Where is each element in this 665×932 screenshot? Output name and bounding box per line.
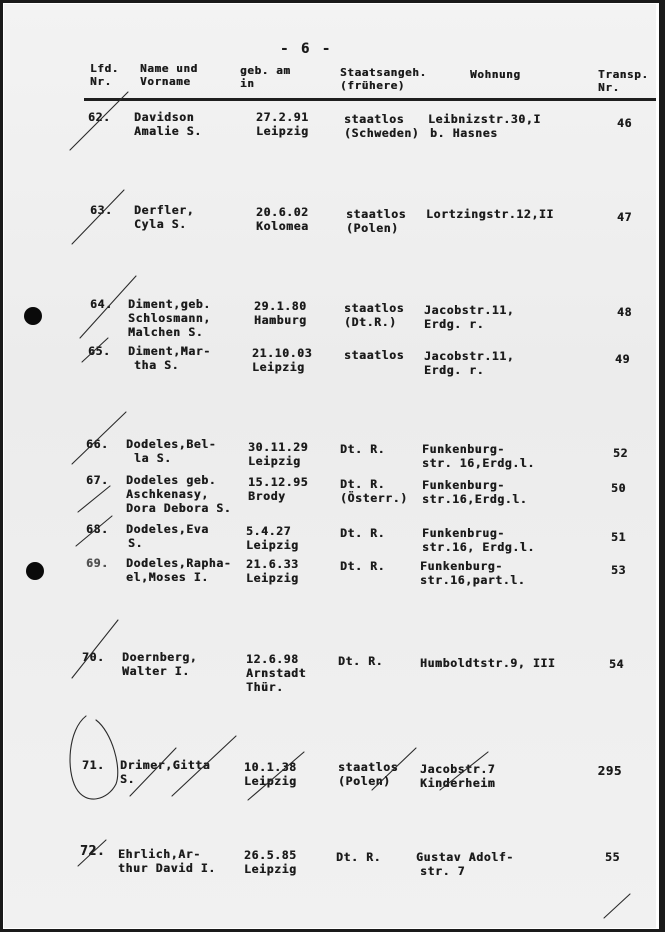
name-line: S. (128, 536, 144, 550)
citizenship-line: staatlos (338, 760, 399, 774)
entry-citizenship (338, 654, 383, 668)
header-born-line2: in (240, 77, 255, 90)
header-transport-line2: Nr. (598, 81, 620, 94)
address-line: Lortzingstr.12,II (426, 207, 554, 221)
born-line: 27.2.91 (256, 110, 309, 124)
header-nr (90, 62, 119, 88)
entry-transport: 48 (616, 305, 632, 319)
entry-born (254, 299, 307, 327)
entry-name (118, 847, 216, 875)
name-line: tha S. (134, 358, 180, 372)
name-line: Ehrlich,Ar- (118, 847, 201, 861)
entry-address (422, 478, 527, 506)
address-line: str. 16,Erdg.l. (422, 456, 535, 470)
entry-transport: 53 (610, 563, 626, 577)
entry-citizenship (344, 348, 404, 362)
entry-transport: 54 (608, 657, 624, 671)
address-line: Jacobstr.7 (420, 762, 496, 776)
address-line: Leibnizstr.30,I (428, 112, 541, 126)
born-line: Kolomea (256, 219, 309, 233)
entry-born (256, 110, 309, 138)
citizenship-line: Dt. R. (340, 559, 386, 573)
entry-address (428, 112, 541, 140)
name-line: Derfler, (134, 203, 195, 217)
born-line: Leipzig (248, 454, 301, 468)
header-citizenship (340, 66, 427, 92)
address-line: Funkenburg- (422, 478, 505, 492)
name-line: Dora Debora S. (126, 501, 232, 515)
entry-transport: 49 (614, 352, 630, 366)
born-line: 10.1.38 (244, 760, 297, 774)
header-name-line2: Vorname (140, 75, 191, 88)
entry-citizenship (336, 850, 381, 864)
born-line: Leipzig (244, 862, 297, 876)
entry-address (420, 559, 525, 587)
born-line: Arnstadt (246, 666, 307, 680)
entry-nr: 68. (86, 522, 109, 536)
entry-address (426, 207, 554, 221)
name-line: S. (120, 772, 136, 786)
entry-born (244, 848, 297, 876)
entry-address (422, 526, 535, 554)
name-line: la S. (134, 451, 172, 465)
entry-transport: 47 (616, 210, 632, 224)
entry-nr: 72. (80, 844, 106, 859)
entry-born (248, 440, 308, 468)
name-line: Malchen S. (128, 325, 204, 339)
citizenship-line: Dt. R. (340, 442, 386, 456)
born-line: Leipzig (252, 360, 305, 374)
entry-address (420, 656, 555, 670)
page-number: - 6 - (280, 41, 333, 57)
address-line: str. 7 (420, 864, 466, 878)
entry-born (246, 652, 306, 694)
name-line: Dodeles geb. (126, 473, 217, 487)
name-line: Diment,geb. (128, 297, 211, 311)
address-line: Erdg. r. (424, 363, 485, 377)
header-born (240, 64, 291, 90)
header-name (140, 62, 198, 88)
entry-nr: 66. (86, 437, 109, 451)
entry-address (416, 850, 514, 878)
entry-born (248, 475, 308, 503)
name-line: Dodeles,Bel- (126, 437, 217, 451)
entry-born (256, 205, 309, 233)
name-line: Walter I. (122, 664, 190, 678)
born-line: Thür. (246, 680, 284, 694)
entry-nr: 69. (86, 556, 109, 570)
entry-nr: 65. (88, 344, 111, 358)
name-line: Davidson (134, 110, 195, 124)
entry-nr: 63. (90, 203, 113, 217)
entry-name (122, 650, 197, 678)
entry-born (246, 557, 299, 585)
entry-transport: 46 (616, 116, 632, 130)
entry-transport: 55 (604, 850, 620, 864)
entry-name (126, 473, 231, 515)
entry-name (128, 297, 211, 339)
entry-address (420, 762, 495, 790)
entry-born (246, 524, 299, 552)
born-line: Leipzig (246, 571, 299, 585)
entry-nr: 64. (90, 297, 113, 311)
citizenship-line: Dt. R. (338, 654, 384, 668)
citizenship-line: Dt. R. (340, 526, 386, 540)
born-line: 29.1.80 (254, 299, 307, 313)
header-name-line1: Name und (140, 62, 198, 75)
citizenship-line: staatlos (344, 301, 405, 315)
entry-citizenship (338, 760, 398, 788)
born-line: Leipzig (256, 124, 309, 138)
address-line: Jacobstr.11, (424, 303, 515, 317)
name-line: Cyla S. (134, 217, 187, 231)
entry-address (424, 349, 514, 377)
born-line: 21.6.33 (246, 557, 299, 571)
name-line: el,Moses I. (126, 570, 209, 584)
entry-address (424, 303, 514, 331)
entry-name (126, 522, 209, 550)
born-line: Leipzig (246, 538, 299, 552)
born-line: 30.11.29 (248, 440, 309, 454)
header-address: Wohnung (470, 68, 521, 81)
entry-name (126, 556, 231, 584)
header-citizenship-line1: Staatsangeh. (340, 66, 427, 79)
born-line: Leipzig (244, 774, 297, 788)
entry-name (134, 203, 194, 231)
address-line: Gustav Adolf- (416, 850, 514, 864)
name-line: Diment,Mar- (128, 344, 211, 358)
entry-citizenship (344, 112, 419, 140)
entry-nr: 67. (86, 473, 109, 487)
header-nr-line2: Nr. (90, 75, 112, 88)
header-nr-line1: Lfd. (90, 62, 119, 75)
citizenship-line: (Dt.R.) (344, 315, 397, 329)
address-line: Kinderheim (420, 776, 496, 790)
citizenship-line: (Polen) (338, 774, 391, 788)
citizenship-line: staatlos (344, 348, 405, 362)
entry-nr: 62. (88, 110, 111, 124)
punch-hole-bottom (26, 562, 44, 580)
entry-citizenship (344, 301, 404, 329)
address-line: str.16, Erdg.l. (422, 540, 535, 554)
entry-born (244, 760, 297, 788)
born-line: 20.6.02 (256, 205, 309, 219)
address-line: Funkenburg- (422, 442, 505, 456)
citizenship-line: staatlos (346, 207, 407, 221)
entry-citizenship (340, 477, 408, 505)
name-line: Dodeles,Eva (126, 522, 209, 536)
entry-name (126, 437, 216, 465)
entry-name (134, 110, 202, 138)
address-line: Funkenbrug- (422, 526, 505, 540)
address-line: Jacobstr.11, (424, 349, 515, 363)
address-line: str.16,part.l. (420, 573, 526, 587)
entry-nr: 71. (82, 758, 105, 772)
citizenship-line: Dt. R. (340, 477, 386, 491)
name-line: Dodeles,Rapha- (126, 556, 232, 570)
address-line: Funkenburg- (420, 559, 503, 573)
header-rule (84, 98, 656, 101)
born-line: 15.12.95 (248, 475, 309, 489)
born-line: Brody (248, 489, 286, 503)
born-line: Hamburg (254, 313, 307, 327)
name-line: Schlosmann, (128, 311, 211, 325)
entry-transport: 50 (610, 481, 626, 495)
header-transport (598, 68, 649, 94)
entry-nr: 70. (82, 650, 105, 664)
citizenship-line: (Österr.) (340, 491, 408, 505)
header-transport-line1: Transp. (598, 68, 649, 81)
born-line: 5.4.27 (246, 524, 292, 538)
entry-citizenship (340, 526, 385, 540)
citizenship-line: staatlos (344, 112, 405, 126)
entry-citizenship (340, 559, 385, 573)
name-line: Drimer,Gitta (120, 758, 211, 772)
document-page (4, 4, 656, 928)
address-line: str.16,Erdg.l. (422, 492, 528, 506)
citizenship-line: Dt. R. (336, 850, 382, 864)
header-citizenship-line2: (frühere) (340, 79, 406, 92)
born-line: 12.6.98 (246, 652, 299, 666)
header-born-line1: geb. am (240, 64, 291, 77)
born-line: 21.10.03 (252, 346, 313, 360)
entry-citizenship (346, 207, 406, 235)
entry-address (422, 442, 535, 470)
entry-name (120, 758, 210, 786)
address-line: Erdg. r. (424, 317, 485, 331)
entry-transport: 295 (597, 763, 622, 778)
name-line: thur David I. (118, 861, 216, 875)
punch-hole-top (24, 307, 42, 325)
entry-citizenship (340, 442, 385, 456)
born-line: 26.5.85 (244, 848, 297, 862)
name-line: Amalie S. (134, 124, 202, 138)
entry-name (128, 344, 211, 372)
address-line: Humboldtstr.9, III (420, 656, 556, 670)
name-line: Aschkenasy, (126, 487, 209, 501)
citizenship-line: (Schweden) (344, 126, 420, 140)
address-line: b. Hasnes (430, 126, 498, 140)
citizenship-line: (Polen) (346, 221, 399, 235)
entry-born (252, 346, 312, 374)
entry-transport: 51 (610, 530, 626, 544)
name-line: Doernberg, (122, 650, 198, 664)
entry-transport: 52 (612, 446, 628, 460)
